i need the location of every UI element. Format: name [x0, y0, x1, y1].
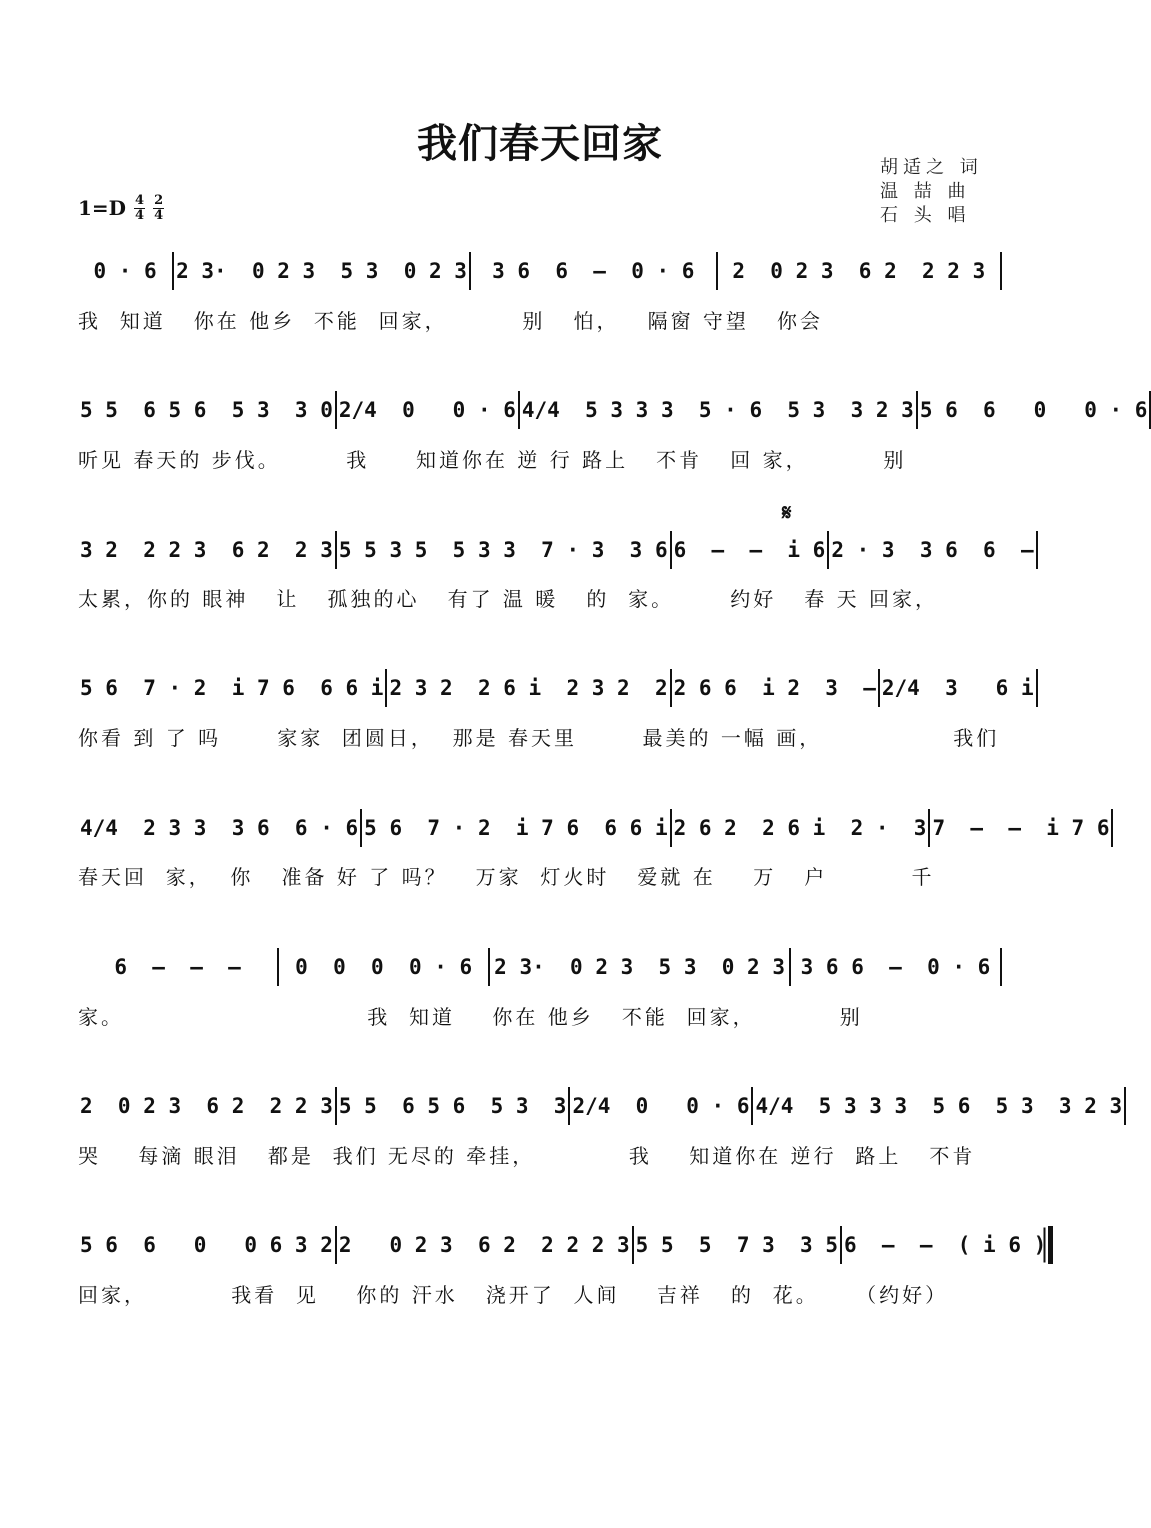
- bar-line: [1111, 809, 1113, 847]
- measure: 2 3· 0 2 3 5 3 0 2 3: [494, 955, 785, 979]
- measure: 3 2 2 2 3 6 2 2 3: [80, 538, 333, 562]
- measure: 5 5 3 5 5 3 3 7 · 3 3 6: [338, 538, 668, 562]
- notation-line-2: [78, 387, 1148, 433]
- measure: 2 0 2 3 6 2 2 2 3: [80, 1094, 333, 1118]
- lyrics-line-2: 听见 春天的 步伐。 我 知道你在 逆 行 路上 不肯 回 家， 别: [78, 447, 907, 472]
- measure: 3 6 6 – 0 · 6: [800, 955, 991, 979]
- bar-line: [1036, 531, 1038, 569]
- measure: 2 3· 0 2 3 5 3 0 2 3: [176, 259, 467, 283]
- lyrics-line-1: 我 知道 你在 他乡 不能 回家， 别 怕， 隔窗 守望 你会: [78, 308, 824, 333]
- lyricist-credit: 胡适之 词: [880, 157, 983, 178]
- measure: 4/4 5 3 3 3 5 6 5 3 3 2 3: [755, 1094, 1123, 1118]
- notation-line-3: [78, 527, 1034, 573]
- lyrics-line-7: 哭 每滴 眼泪 都是 我们 无尽的 牵挂， 我 知道你在 逆行 路上 不肯: [78, 1143, 976, 1168]
- lyrics-line-6: 家。 我 知道 你在 他乡 不能 回家， 别: [78, 1004, 863, 1029]
- measure: 5 6 6 0 0 · 6: [919, 398, 1148, 422]
- final-bar-line: [1048, 1226, 1053, 1264]
- bar-line: [1000, 948, 1002, 986]
- measure: 2/4 0 0 · 6: [338, 398, 516, 422]
- credits: [880, 156, 1010, 228]
- measure: 7 – – i 7 6: [932, 816, 1110, 840]
- composer-credit: 温 喆 曲: [880, 181, 971, 202]
- measure: 4/4 5 3 3 3 5 · 6 5 3 3 2 3: [521, 398, 914, 422]
- measure: 0 0 0 0 · 6: [295, 955, 473, 979]
- measure: 2 · 3 3 6 6 –: [831, 538, 1034, 562]
- measure: 5 5 6 5 6 5 3 3: [338, 1094, 567, 1118]
- song-title: 我们春天回家: [417, 120, 663, 167]
- measure: 6 – – ( i 6 ): [843, 1233, 1047, 1257]
- notation-line-7: [78, 1083, 1123, 1129]
- lyrics-line-5: 春天回 家， 你 准备 好 了 吗？ 万家 灯火时 爱就 在 万 户 千: [78, 864, 935, 889]
- measure: 2 0 2 3 6 2 2 2 2 3: [338, 1233, 630, 1257]
- measure: 5 6 7 · 2 i 7 6 6 6 i: [80, 676, 384, 700]
- key-signature: [78, 190, 164, 226]
- segno-sign: 𝄋: [782, 500, 792, 526]
- measure: 5 6 6 0 0 6 3 2: [80, 1233, 333, 1257]
- singer-credit: 石 头 唱: [880, 205, 971, 226]
- notation-line-6: [78, 944, 1002, 990]
- measure: 2/4 3 6 i: [881, 676, 1034, 700]
- time-signature-2-4: $\frac{2}{4}$: [154, 192, 164, 223]
- measure: 5 5 6 5 6 5 3 3 0: [80, 398, 333, 422]
- measure: 2/4 0 0 · 6: [572, 1094, 750, 1118]
- measure: 6 – – i 6: [673, 538, 826, 562]
- bar-line: [1036, 669, 1038, 707]
- measure: 0 · 6: [93, 259, 157, 283]
- measure: 2 3 2 2 6 i 2 3 2 2: [389, 676, 668, 700]
- time-signature-4-4: $\frac{4}{4}$: [135, 192, 145, 223]
- measure: 5 6 7 · 2 i 7 6 6 6 i: [364, 816, 668, 840]
- measure: 2 6 6 i 2 3 –: [673, 676, 876, 700]
- key-label: 1=D: [78, 196, 127, 220]
- lyrics-line-3: 太累，你的 眼神 让 孤独的心 有了 温 暖 的 家。 约好 春 天 回家，: [78, 586, 939, 611]
- measure: 2 6 2 2 6 i 2 · 3: [673, 816, 927, 840]
- measure: 3 6 6 – 0 · 6: [492, 259, 695, 283]
- measure: 2 0 2 3 6 2 2 2 3: [732, 259, 986, 283]
- bar-line: [1124, 1087, 1126, 1125]
- measure: 6 – – –: [114, 955, 241, 979]
- measure: 4/4 2 3 3 3 6 6 · 6: [80, 816, 359, 840]
- lyrics-line-4: 你看 到 了 吗 家家 团圆日， 那是 春天里 最美的 一幅 画， 我们: [78, 725, 1000, 750]
- lyrics-line-8: 回家， 我看 见 你的 汗水 浇开了 人间 吉祥 的 花。 （约好）: [78, 1282, 949, 1307]
- notation-line-1: [78, 248, 1002, 294]
- bar-line: [1000, 252, 1002, 290]
- notation-line-8: [78, 1222, 1047, 1268]
- notation-line-4: [78, 665, 1034, 711]
- notation-line-5: [78, 805, 1110, 851]
- measure: 5 5 5 7 3 3 5: [635, 1233, 838, 1257]
